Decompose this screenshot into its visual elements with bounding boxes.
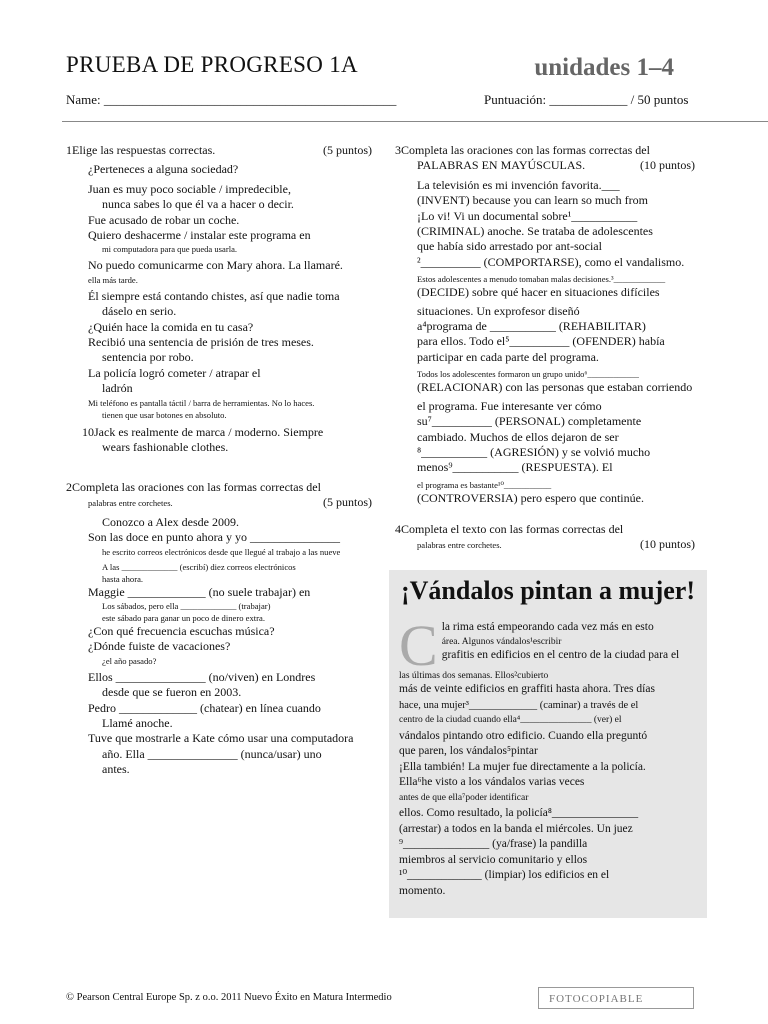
name-field-label: Name: _____________________________________________ <box>66 92 397 107</box>
list-item: Mi teléfono es pantalla táctil / barra de herramientas. No lo haces. <box>88 397 315 408</box>
list-item: Los sábados, pero ella _____________ (trabajar) <box>102 601 271 612</box>
list-item: La televisión es mi invención favorita.___ <box>417 177 620 192</box>
question-2-header <box>66 480 372 495</box>
article-line: grafitis en edificios en el centro de la ciudad para el <box>441 648 680 661</box>
list-item: tienen que usar botones en absoluto. <box>102 409 227 420</box>
list-item: wears fashionable clothes. <box>102 440 229 455</box>
list-item: Quiero deshacerme / instalar este programa en <box>88 228 311 243</box>
list-item: ¿Con qué frecuencia escuchas música? <box>88 624 275 639</box>
page-title: PRUEBA DE PROGRESO 1A <box>66 52 358 77</box>
question-2-points: (5 puntos) <box>323 495 372 510</box>
list-item: hasta ahora. <box>102 573 144 584</box>
list-item: Maggie _____________ (no suele trabajar) en <box>88 584 311 599</box>
question-2 <box>66 480 372 778</box>
article-line: (arrestar) a todos en la banda el miércoles. Un juez <box>399 822 633 835</box>
list-item: participar en cada parte del programa. <box>417 349 599 364</box>
article-line: Ella⁶he visto a los vándalos varias veces <box>399 776 585 788</box>
list-item: sentencia por robo. <box>102 350 194 365</box>
list-item: menos⁹___________ (RESPUESTA). El <box>417 460 613 475</box>
question-4-instruction-cont: palabras entre corchetes. <box>417 540 502 551</box>
article-line: ellos. Como resultado, la policía⁸_______________ <box>399 807 639 819</box>
article-line: centro de la ciudad cuando ella⁴_______________ (ver) el <box>399 715 622 725</box>
question-3-points: (10 puntos) <box>640 158 695 173</box>
article-body <box>399 613 697 899</box>
list-item: (CRIMINAL) anoche. Se trataba de adolescentes <box>417 224 653 239</box>
list-item: La policía logró cometer / atrapar el <box>88 365 261 380</box>
article-line: que paren, los vándalos⁵pintar <box>399 745 538 757</box>
article-box <box>389 570 707 918</box>
article-headline: ¡Vándalos pintan a mujer! <box>401 576 695 605</box>
list-item: ¡Lo vi! Vi un documental sobre¹___________ <box>417 208 638 223</box>
list-item: el programa es bastante¹⁰___________ <box>417 479 552 490</box>
question-3-number: 3 <box>395 143 401 157</box>
header-divider <box>62 121 768 122</box>
list-item: ¿Dónde fuiste de vacaciones? <box>88 639 231 654</box>
list-item: ²__________ (COMPORTARSE), como el vandalismo. <box>417 254 685 269</box>
question-3-instruction-cont: PALABRAS EN MAYÚSCULAS. <box>417 158 586 173</box>
list-item: Todos los adolescentes formaron un grupo unido⁶____________ <box>417 369 639 380</box>
article-line: antes de que ella⁷poder identificar <box>399 792 529 803</box>
list-item: Juan es muy poco sociable / impredecible, <box>88 181 291 196</box>
question-1 <box>66 143 372 456</box>
question-1-points: (5 puntos) <box>323 143 372 157</box>
question-2-number: 2 <box>66 480 72 494</box>
list-item: ¿el año pasado? <box>102 655 157 666</box>
question-2-instruction-cont: palabras entre corchetes. <box>88 498 173 509</box>
question-1-instruction: Elige las respuestas correctas. <box>72 143 216 157</box>
question-4 <box>395 522 695 553</box>
question-4-header <box>395 522 695 537</box>
article-line: ¡Ella también! La mujer fue directamente a la policía. <box>399 760 646 773</box>
list-item: Él siempre está contando chistes, así que nadie toma <box>88 288 340 303</box>
list-item: situaciones. Un exprofesor diseñó <box>417 303 580 318</box>
question-3-header <box>395 143 695 158</box>
list-item: su⁷__________ (PERSONAL) completamente <box>417 414 642 429</box>
list-item: A las _____________ (escribí) diez correos electrónicos <box>102 561 296 572</box>
article-line: momento. <box>399 884 446 897</box>
list-item: (CONTROVERSIA) pero espero que continúe. <box>417 490 644 505</box>
article-line: la rima está empeorando cada vez más en esto <box>441 621 654 633</box>
article-dropcap: C <box>399 613 438 678</box>
list-item: Recibió una sentencia de prisión de tres meses. <box>88 335 314 350</box>
list-item: nunca sabes lo que él va a hacer o decir. <box>102 197 294 212</box>
list-item: No puedo comunicarme con Mary ahora. La llamaré. <box>88 258 343 273</box>
list-item: (INVENT) because you can learn so much from <box>417 193 648 208</box>
score-field-label: Puntuación: ____________ / 50 puntos <box>484 92 689 107</box>
article-line: área. Algunos vándalos¹escribir <box>441 636 562 647</box>
list-item: ¿Quién hace la comida en tu casa? <box>88 319 254 334</box>
article-line: las últimas dos semanas. Ellos²cubierto <box>399 671 549 681</box>
question-4-instruction: Completa el texto con las formas correctas del <box>401 522 624 536</box>
photocopiable-stamp: FOTOCOPIABLE <box>538 987 694 1009</box>
article-line: ⁹_______________ (ya/frase) la pandilla <box>399 838 588 850</box>
list-item: Ellos _______________ (no/viven) en Londres <box>88 669 316 684</box>
list-item: mi computadora para que pueda usarla. <box>102 244 238 255</box>
list-item: ella más tarde. <box>88 274 138 285</box>
list-item: (DECIDE) sobre qué hacer en situaciones difíciles <box>417 285 660 300</box>
copyright-footer: © Pearson Central Europe Sp. z o.o. 2011 Nuevo Éxito en Matura Intermedio <box>66 992 392 1003</box>
list-item: Conozco a Alex desde 2009. <box>102 514 239 529</box>
list-item: Son las doce en punto ahora y yo _______________ <box>88 530 340 545</box>
list-item: Llamé anoche. <box>102 716 173 731</box>
article-line: miembros al servicio comunitario y ellos <box>399 853 588 866</box>
list-item: (RELACIONAR) con las personas que estaban corriendo <box>417 380 693 395</box>
list-item: este sábado para ganar un poco de dinero extra. <box>102 613 265 624</box>
list-item: he escrito correos electrónicos desde que llegué al trabajo a las nueve <box>102 546 341 557</box>
article-line: ¹⁰_____________ (limpiar) los edificios en el <box>399 869 610 881</box>
units-label: unidades 1–4 <box>534 54 674 81</box>
list-item: antes. <box>102 762 130 777</box>
list-item: 10Jack es realmente de marca / moderno. Siempre <box>82 424 324 439</box>
list-item: Fue acusado de robar un coche. <box>88 212 240 227</box>
question-4-points: (10 puntos) <box>640 537 695 552</box>
list-item: el programa. Fue interesante ver cómo <box>417 398 602 413</box>
list-item: ⁸___________ (AGRESIÓN) y se volvió mucho <box>417 444 651 459</box>
list-item: desde que se fueron en 2003. <box>102 685 242 700</box>
list-item: para ellos. Todo el⁵__________ (OFENDER) había <box>417 334 665 349</box>
list-item: Estos adolescentes a menudo tomaban malas decisiones.³____________ <box>417 274 666 285</box>
list-item: ¿Perteneces a alguna sociedad? <box>88 162 239 177</box>
list-item: que había sido arrestado por ant-social <box>417 239 602 254</box>
list-item: año. Ella _______________ (nunca/usar) uno <box>102 746 322 761</box>
question-3-instruction: Completa las oraciones con las formas correctas del <box>401 143 650 157</box>
article-line: hace, una mujer³_____________ (caminar) a través de el <box>399 699 639 711</box>
question-4-number: 4 <box>395 522 401 536</box>
list-item: Pedro _____________ (chatear) en línea cuando <box>88 700 321 715</box>
question-1-number: 1 <box>66 143 72 157</box>
article-line: más de veinte edificios en graffiti hasta ahora. Tres días <box>399 683 655 695</box>
question-1-header <box>66 143 372 158</box>
question-3 <box>395 143 695 506</box>
list-item: cambiado. Muchos de ellos dejaron de ser <box>417 429 619 444</box>
question-2-instruction: Completa las oraciones con las formas correctas del <box>72 480 321 494</box>
article-line: vándalos pintando otro edificio. Cuando ella preguntó <box>399 729 648 742</box>
list-item: Tuve que mostrarle a Kate cómo usar una computadora <box>88 731 354 746</box>
list-item: dáselo en serio. <box>102 304 177 319</box>
list-item: a⁴programa de ___________ (REHABILITAR) <box>417 319 646 334</box>
list-item: ladrón <box>102 381 133 396</box>
